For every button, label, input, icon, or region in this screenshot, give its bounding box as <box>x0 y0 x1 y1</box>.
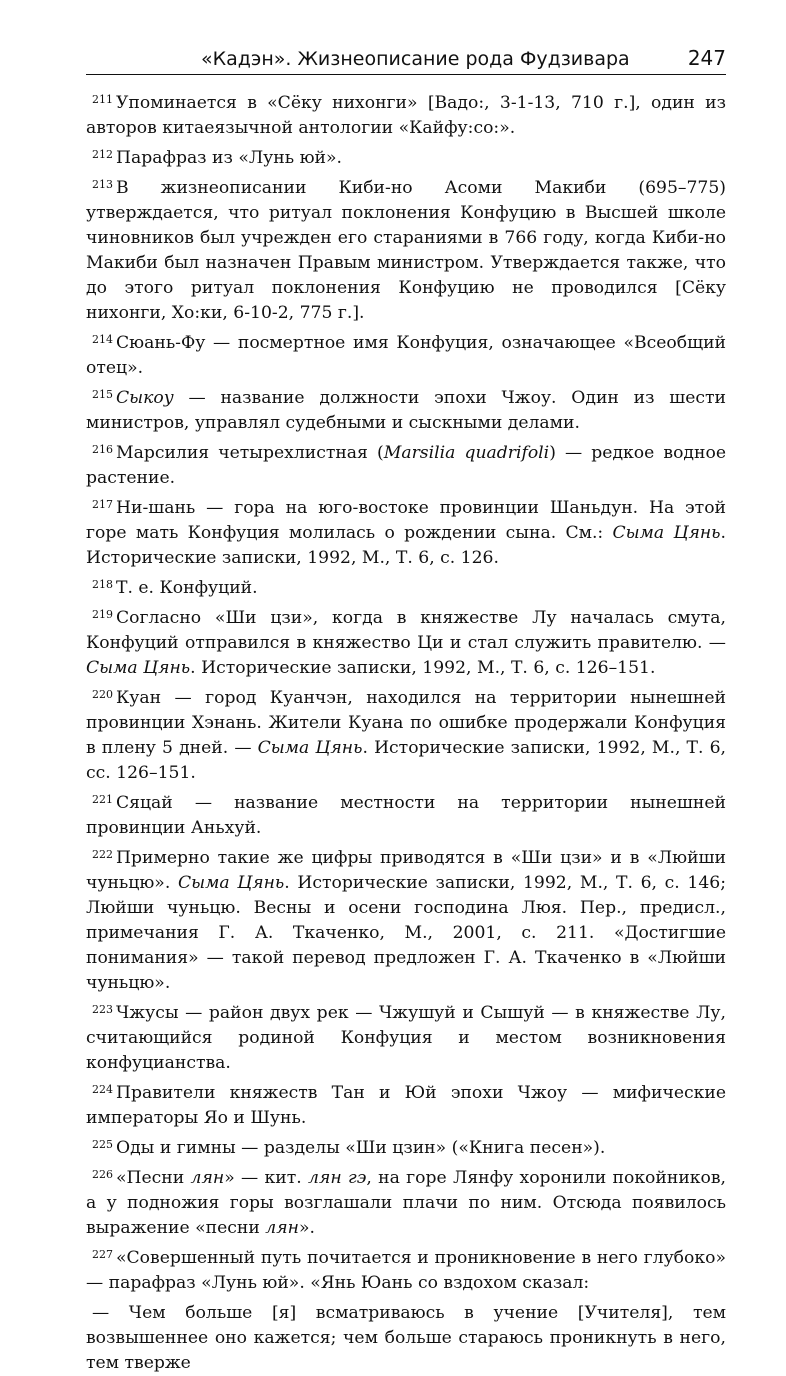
footnote-italic-text: лян гэ <box>308 1168 367 1188</box>
footnote-number: 214 <box>92 333 113 346</box>
footnote-italic-text: Сыкоу <box>116 388 174 408</box>
footnote-226 <box>86 1166 726 1241</box>
footnote-text: Сяцай — название местности на территории нынешней провинции Аньхуй. <box>86 793 726 838</box>
footnote-text: Куан — город Куанчэн, находился на территории нынешней провинции Хэнань. Жители Куана по ошибке продержали Конфуция в плену 5 дней. — <box>86 688 726 758</box>
running-head <box>86 36 726 74</box>
footnote-text: ». <box>298 1218 315 1238</box>
footnote-number: 227 <box>92 1248 113 1261</box>
footnote-italic-text: лян <box>265 1218 299 1238</box>
footnote-224 <box>86 1081 726 1131</box>
footnote-text: ) — редкое водное растение. <box>86 443 726 488</box>
footnote-220 <box>86 686 726 786</box>
footnote-number: 226 <box>92 1168 113 1181</box>
footnote-italic-text: лян <box>190 1168 225 1188</box>
footnote-219 <box>86 606 726 681</box>
header-rule <box>86 74 726 75</box>
footnote-222 <box>86 846 726 996</box>
footnote-number: 223 <box>92 1003 113 1016</box>
footnote-text: Чжусы — район двух рек — Чжушуй и Сышуй — в княжестве Лу, считающийся родиной Конфуция и местом возникновения конфуцианства. <box>86 1003 726 1073</box>
footnote-text: . Исторические записки, 1992, М., Т. 6, сс. 126–151. <box>86 738 727 783</box>
footnote-text: » — кит. <box>224 1168 309 1188</box>
footnote-number: 221 <box>92 793 113 806</box>
footnote-number: 212 <box>92 148 113 161</box>
footnote-text: , на горе Лянфу хоронили покойников, а у подножия горы возглашали плачи по ним. Отсюда появилось выражение «песни <box>86 1168 726 1238</box>
footnote-number: 217 <box>92 498 113 511</box>
footnote-number: 222 <box>92 848 113 861</box>
footnote-italic-text: Marsilia quadrifoli <box>383 443 550 463</box>
book-page <box>86 36 726 1376</box>
footnote-text: . Исторические записки, 1992, М., Т. 6, с. 126. <box>86 523 726 568</box>
footnote-223 <box>86 1001 726 1076</box>
footnote-215 <box>86 386 726 436</box>
footnote-italic-text: Сыма Цянь <box>86 658 191 678</box>
footnote-number: 213 <box>92 178 113 191</box>
footnote-text: Т. е. Конфуций. <box>116 578 258 598</box>
footnote-number: 219 <box>92 608 113 621</box>
quotation-continuation: — Чем больше [я] всматриваюсь в учение [Учителя], тем возвышеннее оно кажется; чем больше стараюсь проникнуть в него, тем тверже <box>86 1303 726 1373</box>
footnote-217 <box>86 496 726 571</box>
footnote-221 <box>86 791 726 841</box>
footnote-text: Примерно такие же цифры приводятся в «Ши цзи» и в «Люйши чуньцю». <box>86 848 726 893</box>
footnotes-list <box>86 91 726 1296</box>
footnote-text: Сюань-Фу — посмертное имя Конфуция, означающее «Всеобщий отец». <box>86 333 726 378</box>
footnote-text: . Исторические записки, 1992, М., Т. 6, с. 146; Люйши чуньцю. Весны и осени господина Люя. Пер., предисл., примечания Г. А. Ткаченко, М., 2001, с. 211. «Достигшие понимания» — такой перевод предложен Г. А. Ткаченко в «Люйши чуньцю». <box>86 873 726 993</box>
footnote-number: 220 <box>92 688 113 701</box>
footnote-italic-text: Сыма Цянь <box>177 873 285 893</box>
footnote-text: Правители княжеств Тан и Юй эпохи Чжоу — мифические императоры Яо и Шунь. <box>86 1083 726 1128</box>
footnote-211 <box>86 91 726 141</box>
footnote-text: . Исторические записки, 1992, М., Т. 6, с. 126–151. <box>190 658 656 678</box>
footnote-italic-text: Сыма Цянь <box>612 523 721 543</box>
footnote-text: Парафраз из «Лунь юй». <box>116 148 342 168</box>
footnote-text: Ни-шань — гора на юго-востоке провинции Шаньдун. На этой горе мать Конфуция молилась о рождении сына. См.: <box>86 498 726 543</box>
footnote-text: — название должности эпохи Чжоу. Один из шести министров, управлял судебными и сыскными делами. <box>86 388 726 433</box>
footnote-227 <box>86 1246 726 1296</box>
footnote-number: 211 <box>92 93 113 106</box>
footnote-213 <box>86 176 726 326</box>
footnote-text: Оды и гимны — разделы «Ши цзин» («Книга песен»). <box>116 1138 606 1158</box>
footnote-number: 216 <box>92 443 113 456</box>
footnote-number: 224 <box>92 1083 113 1096</box>
footnote-italic-text: Сыма Цянь <box>257 738 363 758</box>
footnote-number: 225 <box>92 1138 113 1151</box>
footnote-216 <box>86 441 726 491</box>
running-head-title: «Кадэн». Жизнеописание рода Фудзивара <box>201 48 630 70</box>
footnote-text: «Песни <box>116 1168 191 1188</box>
footnote-225 <box>86 1136 726 1161</box>
footnote-text: «Совершенный путь почитается и проникновение в него глубоко» — парафраз «Лунь юй». «Янь Юань со вздохом сказал: <box>86 1248 726 1293</box>
footnote-text: Упоминается в «Сёку нихонги» [Вадо:, 3-1-13, 710 г.], один из авторов китаеязычной антологии «Кайфу:со:». <box>86 93 726 138</box>
footnote-text: Согласно «Ши цзи», когда в княжестве Лу началась смута, Конфуций отправился в княжество Ци и стал служить правителю. — <box>86 608 726 653</box>
footnote-text: В жизнеописании Киби-но Асоми Макиби (695–775) утверждается, что ритуал поклонения Конфуцию в Высшей школе чиновников был учрежден его стараниями в 766 году, когда Киби-но Макиби был назначен Правым министром. Утверждается также, что до этого ритуал поклонения Конфуцию не проводился [Сёку нихонги, Хо:ки, 6-10-2, 775 г.]. <box>86 178 726 323</box>
footnote-218 <box>86 576 726 601</box>
footnote-214 <box>86 331 726 381</box>
footnote-number: 215 <box>92 388 113 401</box>
footnote-number: 218 <box>92 578 113 591</box>
footnote-text: Марсилия четырехлистная ( <box>116 443 384 463</box>
page-number: 247 <box>687 46 726 70</box>
footnote-212 <box>86 146 726 171</box>
